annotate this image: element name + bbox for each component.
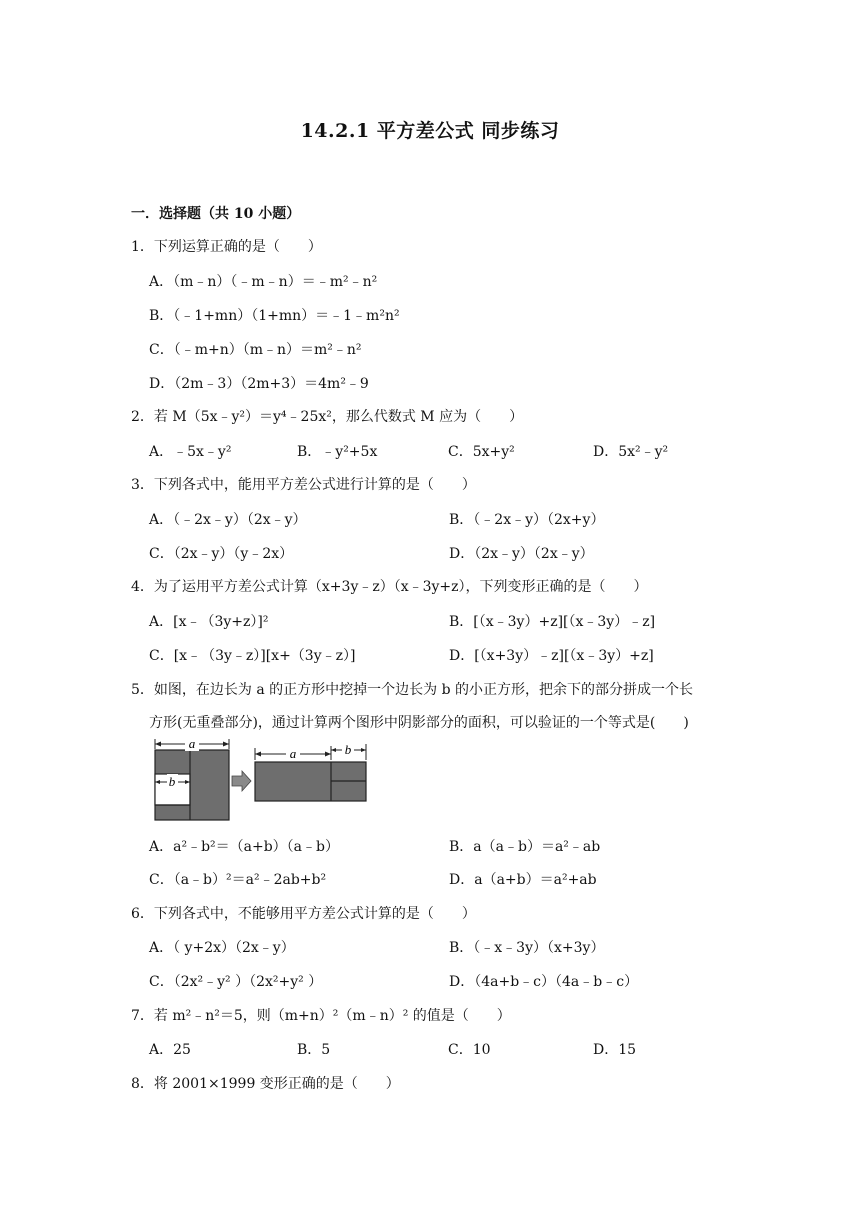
question-1-option-b: B．（﹣1+mn）（1+mn）＝﹣1﹣m²n² — [149, 308, 400, 324]
question-2-option-d: D．5x²﹣y² — [593, 444, 669, 460]
question-6-option-c: C．（2x²﹣y² ）（2x²+y² ） — [149, 974, 323, 990]
question-4-option-a: A．[x﹣（3y+z）]² — [149, 614, 269, 630]
question-5-option-d: D．a（a+b）＝a²+ab — [449, 872, 597, 888]
question-5-option-c: C．（a﹣b）²＝a²﹣2ab+b² — [149, 872, 327, 888]
question-3-option-c: C．（2x﹣y）（y﹣2x） — [149, 546, 294, 562]
question-3-option-d: D．（2x﹣y）（2x﹣y） — [449, 546, 594, 562]
question-1-stem: 1．下列运算正确的是（ ） — [131, 239, 322, 255]
label-b-right: b — [344, 742, 352, 757]
label-a-left: a — [188, 736, 196, 751]
page-title: 14.2.1 平方差公式 同步练习 — [300, 120, 560, 142]
question-6-option-d: D．（4a+b﹣c）（4a﹣b﹣c） — [449, 974, 639, 990]
question-3-stem: 3．下列各式中，能用平方差公式进行计算的是（ ） — [131, 477, 476, 493]
question-7-option-b: B．5 — [297, 1042, 331, 1058]
question-6-option-b: B．（﹣x﹣3y）（x+3y） — [449, 940, 605, 956]
question-5-stem-line1: 5．如图，在边长为 a 的正方形中挖掉一个边长为 b 的小正方形，把余下的部分拼成一个长 — [131, 682, 694, 698]
question-1-option-c: C．（﹣m+n）（m﹣n）＝m²﹣n² — [149, 342, 362, 358]
question-3-option-b: B．（﹣2x﹣y）（2x+y） — [449, 512, 605, 528]
question-7-option-a: A．25 — [149, 1042, 191, 1058]
question-4-option-d: D．[（x+3y）﹣z][（x﹣3y）+z] — [449, 648, 654, 664]
label-b-left: b — [168, 774, 176, 789]
question-1-option-a: A．（m﹣n）（﹣m﹣n）＝﹣m²﹣n² — [149, 274, 378, 290]
question-2-stem: 2．若 M（5x﹣y²）＝y⁴﹣25x²，那么代数式 M 应为（ ） — [131, 409, 524, 425]
question-3-option-a: A．（﹣2x﹣y）（2x﹣y） — [149, 512, 307, 528]
question-5-figure — [152, 736, 368, 822]
question-2-option-b: B．﹣y²+5x — [297, 444, 378, 460]
section-heading: 一．选择题（共 10 小题） — [131, 206, 301, 222]
question-5-option-b: B．a（a﹣b）＝a²﹣ab — [449, 839, 601, 855]
question-1-option-d: D．（2m﹣3）（2m+3）＝4m²﹣9 — [149, 376, 369, 392]
question-8-stem: 8．将 2001×1999 变形正确的是（ ） — [131, 1076, 400, 1092]
question-5-stem-line2: 方形(无重叠部分)，通过计算两个图形中阴影部分的面积，可以验证的一个等式是( ) — [149, 715, 689, 731]
question-2-option-c: C．5x+y² — [448, 444, 515, 460]
question-4-option-b: B．[（x﹣3y）+z][（x﹣3y）﹣z] — [449, 614, 656, 630]
question-6-option-a: A．（ y+2x）（2x﹣y） — [149, 940, 295, 956]
question-4-stem: 4．为了运用平方差公式计算（x+3y﹣z）（x﹣3y+z），下列变形正确的是（ ） — [131, 579, 648, 595]
question-7-option-d: D．15 — [593, 1042, 637, 1058]
question-5-option-a: A．a²﹣b²＝（a+b）（a﹣b） — [149, 839, 339, 855]
transform-arrow — [232, 771, 251, 791]
question-7-stem: 7．若 m²﹣n²＝5，则（m+n）²（m﹣n）² 的值是（ ） — [131, 1008, 511, 1024]
label-a-right: a — [289, 746, 297, 761]
question-7-option-c: C．10 — [448, 1042, 491, 1058]
question-2-option-a: A．﹣5x﹣y² — [149, 444, 232, 460]
question-4-option-c: C．[x﹣（3y﹣z）][x+（3y﹣z）] — [149, 648, 356, 664]
question-6-stem: 6．下列各式中，不能够用平方差公式计算的是（ ） — [131, 906, 476, 922]
